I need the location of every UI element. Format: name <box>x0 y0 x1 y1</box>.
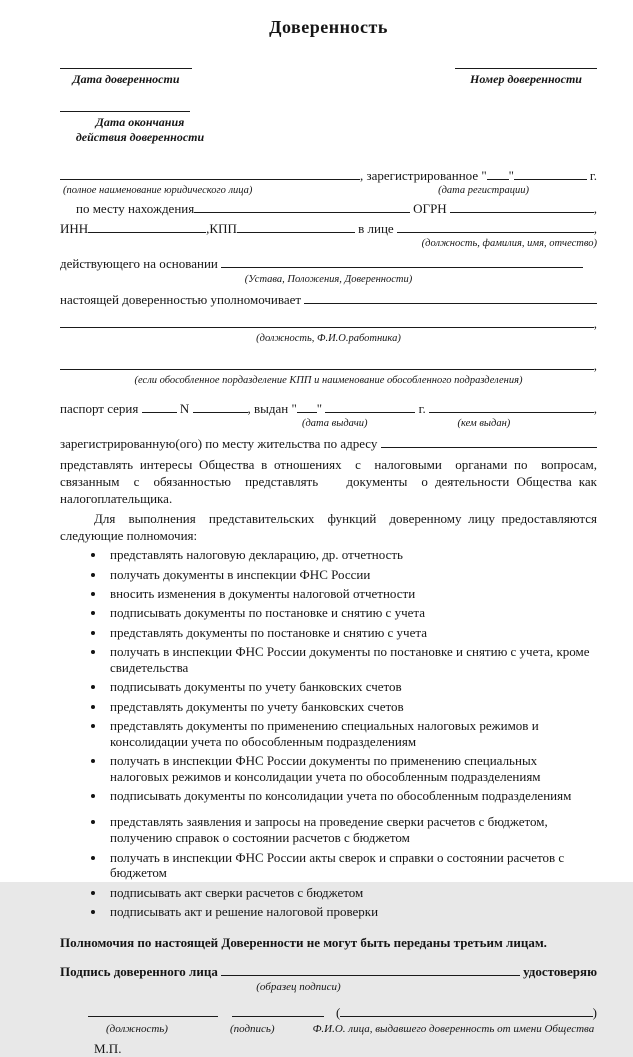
signature-sample-caption: (образец подписи) <box>256 981 341 994</box>
basis-caption: (Устава, Положения, Доверенности) <box>244 273 413 285</box>
permission-item: • вносить изменения в документы налоговой отчетности <box>106 586 597 602</box>
authorizes-row <box>60 291 597 308</box>
company-name-row <box>60 167 597 184</box>
full-name-caption: (полное наименование юридического лица) <box>63 184 253 196</box>
permissions-list <box>60 547 597 920</box>
purpose-paragraph: представлять интересы Общества в отношениях с налоговыми органами по вопросам, связанным с обязанностью представлять документы о деятельности Общества как налогоплательщика. <box>60 456 601 506</box>
division-row <box>60 357 597 374</box>
comma-3: , <box>593 315 597 331</box>
paren-open: ( <box>336 1004 341 1020</box>
authorizes-blank <box>304 299 597 304</box>
no-transfer-statement: Полномочия по настоящей Доверенности не могут быть переданы третьим лицам. <box>60 935 547 950</box>
authorizes-label: настоящей доверенностью уполномочивает <box>60 291 305 307</box>
issuer-signature-row <box>60 1004 597 1021</box>
division-caption: (если обособленное пордазделение КПП и наименование обособленного подразделения) <box>134 375 523 387</box>
comma-4: , <box>593 357 597 373</box>
expiry-label-line1: Дата окончания <box>95 114 185 129</box>
passport-number-label: N <box>176 401 193 417</box>
inn-blank <box>88 228 206 233</box>
position-caption: (должность) <box>106 1023 168 1036</box>
permission-item: • представлять заявления и запросы на проведение сверки расчетов с бюджетом, получению справок о состоянии расчетов с бюджетом <box>106 814 597 846</box>
attorney-signature-row <box>60 963 597 980</box>
location-row <box>60 200 597 217</box>
issued-by-caption: (кем выдан) <box>457 418 511 430</box>
permission-item: • представлять документы по постановке и снятию с учета <box>106 625 597 641</box>
permission-item: • представлять документы по применению специальных налоговых режимов и консолидации учета по обособленным подразделениям <box>106 718 597 750</box>
location-label: по месту нахождения <box>76 200 195 216</box>
issuer-fio-blank <box>340 1012 592 1017</box>
powers-intro-paragraph: Для выполнения представительских функций доверенному лицу предоставляются следующие полномочия: <box>60 511 601 544</box>
permission-item: • подписывать документы по консолидации учета по обособленным подразделениям <box>106 788 597 804</box>
passport-quote-close: " <box>316 401 326 417</box>
comma-5: , <box>593 401 597 417</box>
permission-item: • подписывать акт и решение налоговой проверки <box>106 904 597 920</box>
basis-label: действующего на основании <box>60 256 222 272</box>
kpp-label: ,КПП <box>206 221 237 237</box>
comma-2: , <box>593 221 597 237</box>
expiry-label-line2: действия доверенности <box>75 129 205 144</box>
person-caption: (должность, фамилия, имя, отчество) <box>421 238 597 250</box>
year-suffix: г. <box>586 167 597 183</box>
expiry-date-field <box>60 101 220 145</box>
registered-address-label: зарегистрированную(ого) по месту жительства по адресу <box>60 436 381 452</box>
passport-issuer-blank <box>429 408 594 413</box>
issuer-position-blank <box>88 1012 218 1017</box>
issuer-sign-blank <box>232 1012 324 1017</box>
registered-text: , зарегистрированное " <box>360 167 487 183</box>
inn-kpp-row <box>60 220 597 237</box>
in-person-label: в лице <box>354 221 397 237</box>
permission-item: • подписывать документы по учету банковских счетов <box>106 679 597 695</box>
basis-blank <box>221 263 583 268</box>
permission-item: • представлять документы по учету банковских счетов <box>106 699 597 715</box>
permission-item: • получать в инспекции ФНС России документы по постановке и снятию с учета, кроме свидетельства <box>106 644 597 676</box>
date-field <box>60 58 192 87</box>
permission-item: • подписывать документы по постановке и снятию с учета <box>106 605 597 621</box>
expiry-blank-line <box>60 101 190 112</box>
document-title: Доверенность <box>269 17 388 37</box>
date-label: Дата доверенности <box>72 71 180 86</box>
reg-date-caption: (дата регистрации) <box>438 184 529 196</box>
ogrn-blank <box>450 208 594 213</box>
permission-item: • получать документы в инспекции ФНС России <box>106 567 597 583</box>
paren-close: ) <box>592 1004 597 1020</box>
quote-close-text: " <box>508 167 514 183</box>
basis-row <box>60 255 597 272</box>
passport-day-blank <box>297 408 317 413</box>
date-blank-line <box>60 58 192 69</box>
inn-label: ИНН <box>60 221 89 237</box>
registered-address-row <box>60 435 597 452</box>
passport-caption-row <box>60 418 597 430</box>
address-blank <box>381 443 597 448</box>
certify-label: удостоверяю <box>519 964 597 980</box>
sign-caption: (подпись) <box>229 1023 275 1036</box>
passport-series-blank <box>142 408 177 413</box>
reg-day-blank <box>487 175 509 180</box>
passport-issued-label: , выдан " <box>247 401 297 417</box>
permission-item: • получать в инспекции ФНС России документы по применению специальных налоговых режимов и консолидации учета по обособленным подразделениям <box>106 753 597 785</box>
kpp-blank <box>237 228 355 233</box>
permission-item: • подписывать акт сверки расчетов с бюджетом <box>106 885 597 901</box>
attorney-signature-label: Подпись доверенного лица <box>60 964 222 980</box>
company-name-blank <box>60 175 360 180</box>
ogrn-label: ОГРН <box>409 200 450 216</box>
number-blank-line <box>455 58 597 69</box>
worker-row <box>60 315 597 332</box>
permission-item: • представлять налоговую декларацию, др. отчетность <box>106 547 597 563</box>
passport-number-blank <box>193 408 248 413</box>
passport-date-blank <box>325 408 415 413</box>
number-field <box>455 58 597 87</box>
company-caption-row <box>60 185 597 197</box>
attorney-signature-blank <box>221 971 520 976</box>
person-blank <box>397 228 594 233</box>
permission-item: • получать в инспекции ФНС России акты сверок и справки о состоянии расчетов с бюджетом <box>106 850 597 882</box>
header-fields-row <box>60 58 597 87</box>
passport-year-suffix: г. <box>415 401 429 417</box>
fio-caption: Ф.И.О. лица, выдавшего доверенность от имени Общества <box>312 1023 595 1036</box>
number-label: Номер доверенности <box>470 71 582 86</box>
worker-caption: (должность, Ф.И.О.работника) <box>256 332 401 344</box>
passport-row <box>60 400 597 417</box>
passport-series-label: паспорт серия <box>60 401 142 417</box>
location-blank <box>194 208 410 213</box>
stamp-placeholder: М.П. <box>94 1040 122 1056</box>
issuer-caption-row <box>60 1022 597 1037</box>
division-blank <box>60 365 594 370</box>
issue-date-caption: (дата выдачи) <box>302 418 368 430</box>
worker-blank <box>60 323 594 328</box>
comma-1: , <box>593 200 597 216</box>
reg-date-blank <box>514 175 587 180</box>
person-caption-row <box>60 238 597 250</box>
